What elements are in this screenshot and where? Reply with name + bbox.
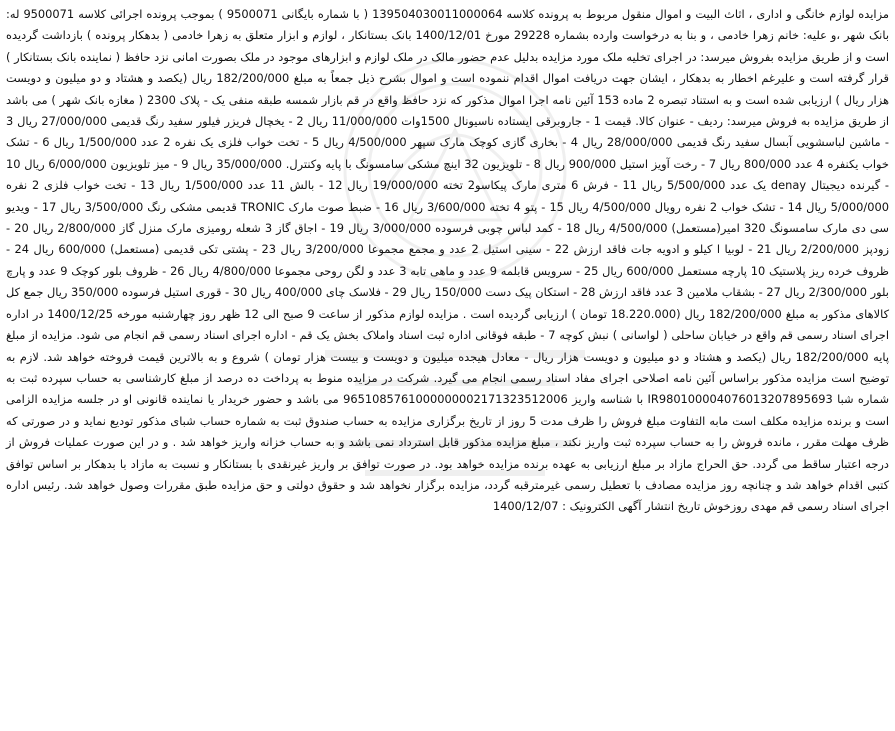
notice-text: مزایده لوازم خانگی و اداری ، اثاث البیت و اموال منقول مربوط به پرونده کلاسه 139504030011000064 ( با شماره بایگانی 9500071 ) بموجب پرونده اجرائی کلاسه 9500071 له: بانک شهر ،و علیه: خانم زهرا خادمی ، و بنا به درخواست وارده بشماره 29228 مورخ 1400/12/01 بانک بستانکار ، لوازم و ابزار متعلق به زهرا خادمی ( بدهکار پرونده ) بازداشت گردیده است و از طریق مزایده بفروش میرسد: در اجرای تخلیه ملک مورد مزایده بدلیل عدم حضور مالک در ملک لوازم و ابزارهای موجود در ملک بصورت امانی نزد حافظ ( نماینده بانک بستانکار ) قرار گرفته است و علیرغم اخطار به بدهکار ، ایشان جهت دریافت اموال اقدام ننموده است و اموال بشرح ذیل جمعاً به مبلغ 182/200/000 ریال (یکصد و هشتاد و دو میلیون و دویست هزار ریال ) ارزیابی شده است و به استناد تبصره 2 ماده 153 آئین نامه اجرا اموال مذکور که نزد حافظ واقع در قم بازار شمسه طبقه منفی یک - پلاک 2300 ( مغازه بانک شهر ) می باشد از طریق مزایده به فروش میرسد: ردیف - عنوان کالا. قیمت 1 - جاروبرقی ایستاده ناسیونال 1500وات 11/000/000 ریال 2 - یخچال فریزر فیلور سفید رنگ قدیمی 27/000/000 ریال 3 - ماشین لباسشویی آبسال سفید رنگ قدیمی 28/000/000 ریال 4 - بخاری گازی کوچک مارک سپهر 4/500/000 ریال 5 - تخت خواب فلزی یک نفره 2 عدد 1/500/000 ریال 6 - تشک خواب یکنفره 4 عدد 800/000 ریال 7 - رخت آویز استیل 900/000 ریال 8 - تلویزیون 32 اینچ مشکی سامسونگ با پایه وکنترل. 35/000/000 ریال 9 - میز تلویزیون 6/000/000 ریال 10 - گیرنده دیجیتال denay یک عدد 5/500/000 ریال 11 - فرش 6 متری مارک پیکاسو2 تخته 19/000/000 ریال 12 - بالش 11 عدد 1/500/000 ریال 13 - تخت خواب فلزی 2 نفره 5/000/000 ریال 14 - تشک خواب 2 نفره رویال 4/500/000 ریال 15 - پتو 4 تخته 3/600/000 ریال 16 - ضبط صوت مارک TRONIC قدیمی مشکی رنگ 3/500/000 ریال 17 - ویدیو سی دی مارک سامسونگ 320 امیر(مستعمل) 4/500/000 ریال 18 - کمد لباس چوبی فرسوده 3/000/000 ریال 19 - اجاق گاز 3 شعله رومیزی مارک منزل گاز 2/800/000 ریال 20 - زودپز 2/200/000 ریال 21 - لوبیا ا کیلو و ادویه جات فاقد ارزش 22 - سینی استیل 2 عدد و مجمع مجموعا 3/200/000 ریال 23 - پشتی تکی قدیمی (مستعمل) 600/000 ریال 24 - ظروف خرده ریز پلاستیک 10 پارچه مستعمل 600/000 ریال 25 - سرویس قابلمه 9 عدد و ماهی تابه 3 عدد و لگن روحی مجموعا 4/800/000 ریال 26 - ظروف بلور کوچک 9 عدد و پارچ بلور 2/300/000 ریال 27 - بشقاب ملامین 3 عدد فاقد ارزش 28 - استکان پیک دست 150/000 ریال 29 - فلاسک چای 400/000 ریال 30 - قوری استیل فرسوده 350/000 ریال جمع کل کالاهای مذکور به مبلغ 182/200/000 ریال (18.220.000 تومان ) ارزیابی گردیده است . مزایده لوازم مذکور از ساعت 9 صبح الی 12 ظهر روز چهارشنبه مورخه 1400/12/25 در اداره اجرای اسناد رسمی قم واقع در خیابان ساحلی ( لواسانی ) نبش کوچه 7 - طبقه فوقانی اداره ثبت اسناد واملاک بخش یک قم - اداره اجرای اسناد رسمی قم انجام می شود. مزایده از مبلغ پایه 182/200/000 ریال (یکصد و هشتاد و دو میلیون و دویست هزار ریال - معادل هیجده میلیون و دویست و بیست هزار تومان ) شروع و به بالاترین قیمت فروخته خواهد شد. لازم به توضیح است مزایده مذکور براساس آئین نامه اصلاحی اجرای مفاد اسناد رسمی انجام می گیرد. شرکت در مزایده منوط به پرداخت ده درصد از مبلغ کارشناسی به حساب سپرده ثبت به شماره شبا IR980100004076013207895693 با شناسه واریز 9651085761000000002171323512006 می باشد و حضور خریدار یا نماینده قانونی او در جلسه مزایده الزامی است و برنده مزایده مکلف است مابه التفاوت مبلغ فروش را ظرف مدت 5 روز از تاریخ برگزاری مزایده به حساب صندوق ثبت به شماره حساب شبای مذکور تودیع نماید و در صورتی که ظرف مهلت مقرر ، مانده فروش را به حساب سپرده ثبت واریز نکند ، مبلغ مزایده مذکور قابل استرداد نمی باشد و به حساب خزانه واریز خواهد شد . و در این صورت عملیات فروش از درجه اعتبار ساقط می گردد. حق الحراج مازاد بر مبلغ ارزیابی به عهده برنده مزایده خواهد بود. در صورت توافق بر واریز غیرنقدی با بستانکار و نسبت به مازاد با بدهکار بر اساس توافق کتبی اقدام خواهد شد و چنانچه روز مزایده مصادف با تعطیل رسمی غیرمترقبه گردد، مزایده برگزار نخواهد شد و حقوق دولتی و حق مزایده طبق مقررات وصول خواهد شد. رئیس اداره اجرای اسناد رسمی قم مهدی روزخوش تاریخ انتشار آگهی الکترونیک : 1400/12/07	[6, 7, 890, 514]
notice-document	[6, 4, 889, 518]
